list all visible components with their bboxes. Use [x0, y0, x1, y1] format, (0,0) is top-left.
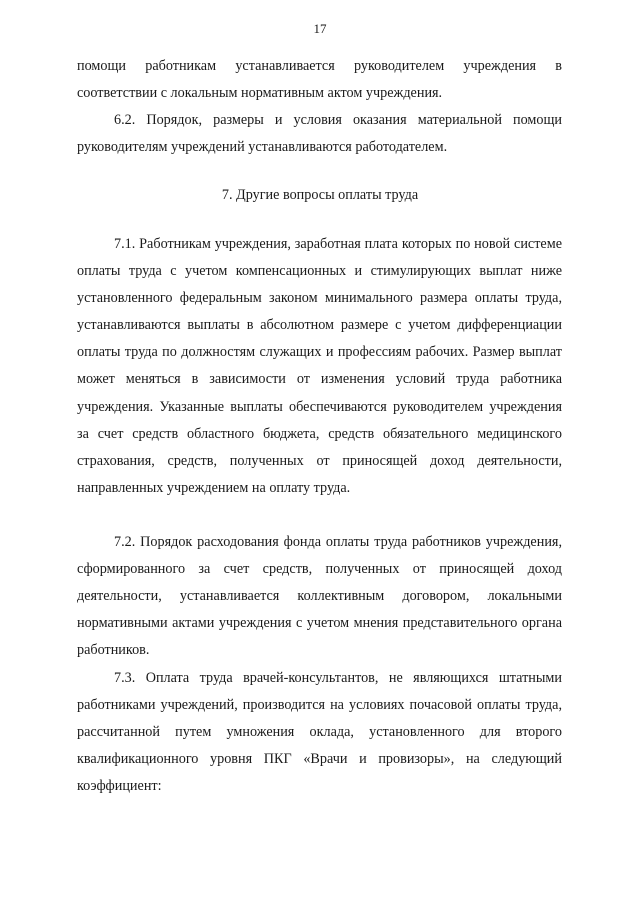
paragraph-6-2 [77, 107, 562, 161]
paragraph-text: 7.1. Работникам учреждения, заработная плата которых по новой системе оплаты труда с учетом компенсационных и стимулирующих выплат ниже установленного федеральным законом минимального размера оплаты труда, устанавливаются выплаты в абсолютном размере с учетом дифференциации оплаты труда по должностям служащих и профессиям рабочих. Размер выплат может меняться в зависимости от изменения условий труда работника учреждения. Указанные выплаты обеспечиваются руководителем учреждения за счет средств областного бюджета, средств обязательного медицинского страхования, средств, полученных от приносящей доход деятельности, направленных учреждением на оплату труда. [77, 236, 562, 496]
section-heading: 7. Другие вопросы оплаты труда [221, 187, 419, 203]
paragraph-text: 6.2. Порядок, размеры и условия оказания материальной помощи руководителям учреждений устанавливаются работодателем. [77, 112, 562, 156]
page-number: 17 [313, 21, 327, 36]
paragraph-7-2 [77, 529, 562, 664]
paragraph-text: 7.3. Оплата труда врачей-консультантов, не являющихся штатными работниками учреждений, производится на условиях почасовой оплаты труда, рассчитанной путем умножения оклада, установленного для второго квалификационного уровня ПКГ «Врачи и провизоры», на следующий коэффициент: [77, 670, 562, 795]
paragraph-text: 7.2. Порядок расходования фонда оплаты труда работников учреждения, сформированного за счет средств, полученных от приносящей доход деятельности, устанавливается коллективным договором, локальными нормативными актами учреждения с учетом мнения представительного органа работников. [77, 534, 562, 659]
paragraph-7-1 [77, 231, 562, 502]
paragraph-continuation [77, 53, 562, 107]
paragraph-text: помощи работникам устанавливается руководителем учреждения в соответствии с локальным нормативным актом учреждения. [77, 58, 562, 102]
paragraph-7-3 [77, 665, 562, 800]
